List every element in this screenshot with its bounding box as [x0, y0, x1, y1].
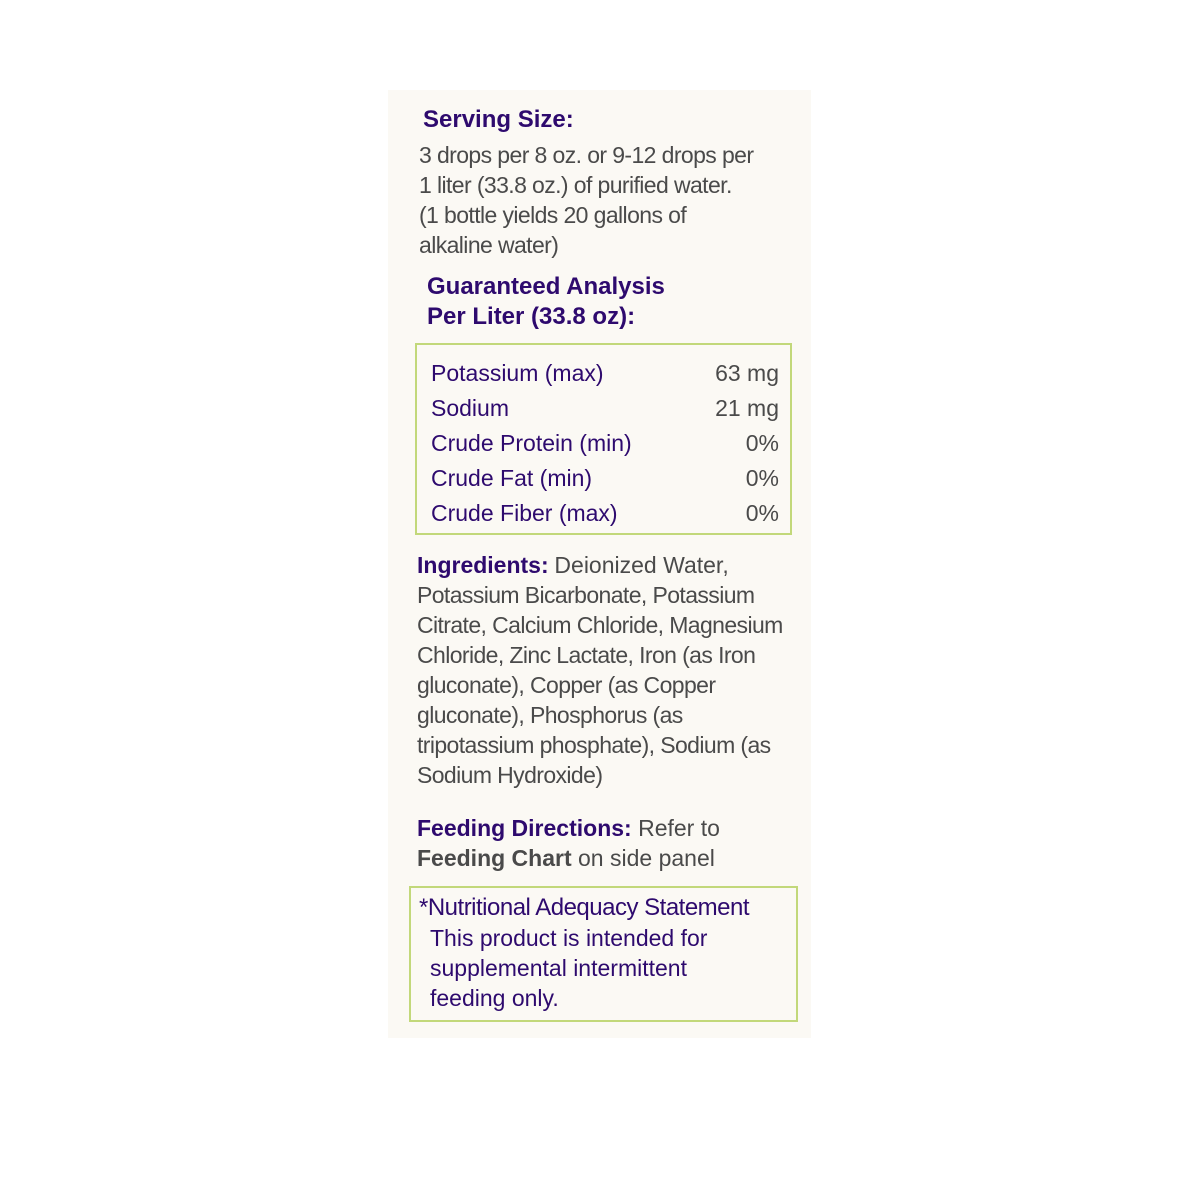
- ingredients-section: [417, 550, 802, 790]
- ingredients-line: tripotassium phosphate), Sodium (as: [417, 732, 771, 758]
- guaranteed-analysis-table: [415, 343, 792, 535]
- nutrient-value: 63 mg: [715, 360, 779, 386]
- nutrient-name: Potassium (max): [431, 360, 604, 386]
- nutritional-adequacy-heading: *Nutritional Adequacy Statement: [419, 894, 750, 921]
- ingredients-first-line: [417, 550, 802, 580]
- ingredients-line: Chloride, Zinc Lactate, Iron (as Iron: [417, 642, 756, 668]
- nutrient-value: 21 mg: [715, 395, 779, 421]
- analysis-row: [431, 461, 779, 496]
- feeding-text: Refer to: [638, 815, 720, 841]
- serving-size-heading: Serving Size:: [423, 106, 574, 133]
- ingredients-line: gluconate), Copper (as Copper: [417, 672, 716, 698]
- ingredients-line: gluconate), Phosphorus (as: [417, 702, 683, 728]
- serving-line: 3 drops per 8 oz. or 9-12 drops per: [419, 142, 754, 168]
- serving-line: 1 liter (33.8 oz.) of purified water.: [419, 172, 732, 198]
- statement-line: feeding only.: [430, 985, 559, 1011]
- nutrient-value: 0%: [745, 465, 779, 491]
- nutritional-adequacy-box: [409, 886, 798, 1022]
- feeding-directions-label: Feeding Directions:: [417, 815, 632, 841]
- analysis-row: [431, 496, 779, 531]
- ingredients-line: Sodium Hydroxide): [417, 762, 603, 788]
- serving-line: (1 bottle yields 20 gallons of: [419, 202, 687, 228]
- feeding-chart-reference: Feeding Chart: [417, 845, 572, 871]
- ingredients-label: Ingredients:: [417, 552, 549, 578]
- feeding-line: [417, 813, 797, 843]
- statement-line: supplemental intermittent: [430, 955, 687, 981]
- analysis-heading-line: Guaranteed Analysis: [427, 273, 665, 300]
- serving-size-text: [419, 140, 799, 260]
- nutrient-value: 0%: [745, 500, 779, 526]
- nutritional-adequacy-text: [430, 923, 770, 1013]
- feeding-line: [417, 843, 797, 873]
- nutrient-name: Sodium: [431, 395, 509, 421]
- nutrient-name: Crude Protein (min): [431, 430, 632, 456]
- analysis-heading-line: Per Liter (33.8 oz):: [427, 303, 636, 330]
- ingredients-line: Potassium Bicarbonate, Potassium: [417, 582, 755, 608]
- analysis-row: [431, 391, 779, 426]
- serving-line: alkaline water): [419, 232, 559, 258]
- ingredients-lead-text: Deionized Water,: [554, 552, 729, 578]
- analysis-row: [431, 356, 779, 391]
- analysis-row: [431, 426, 779, 461]
- statement-line: This product is intended for: [430, 925, 708, 951]
- nutrient-value: 0%: [745, 430, 779, 456]
- nutrient-name: Crude Fat (min): [431, 465, 593, 491]
- nutrient-name: Crude Fiber (max): [431, 500, 618, 526]
- feeding-directions: [417, 813, 797, 873]
- feeding-text: on side panel: [578, 845, 715, 871]
- guaranteed-analysis-heading: [427, 272, 787, 332]
- ingredients-line: Citrate, Calcium Chloride, Magnesium: [417, 612, 783, 638]
